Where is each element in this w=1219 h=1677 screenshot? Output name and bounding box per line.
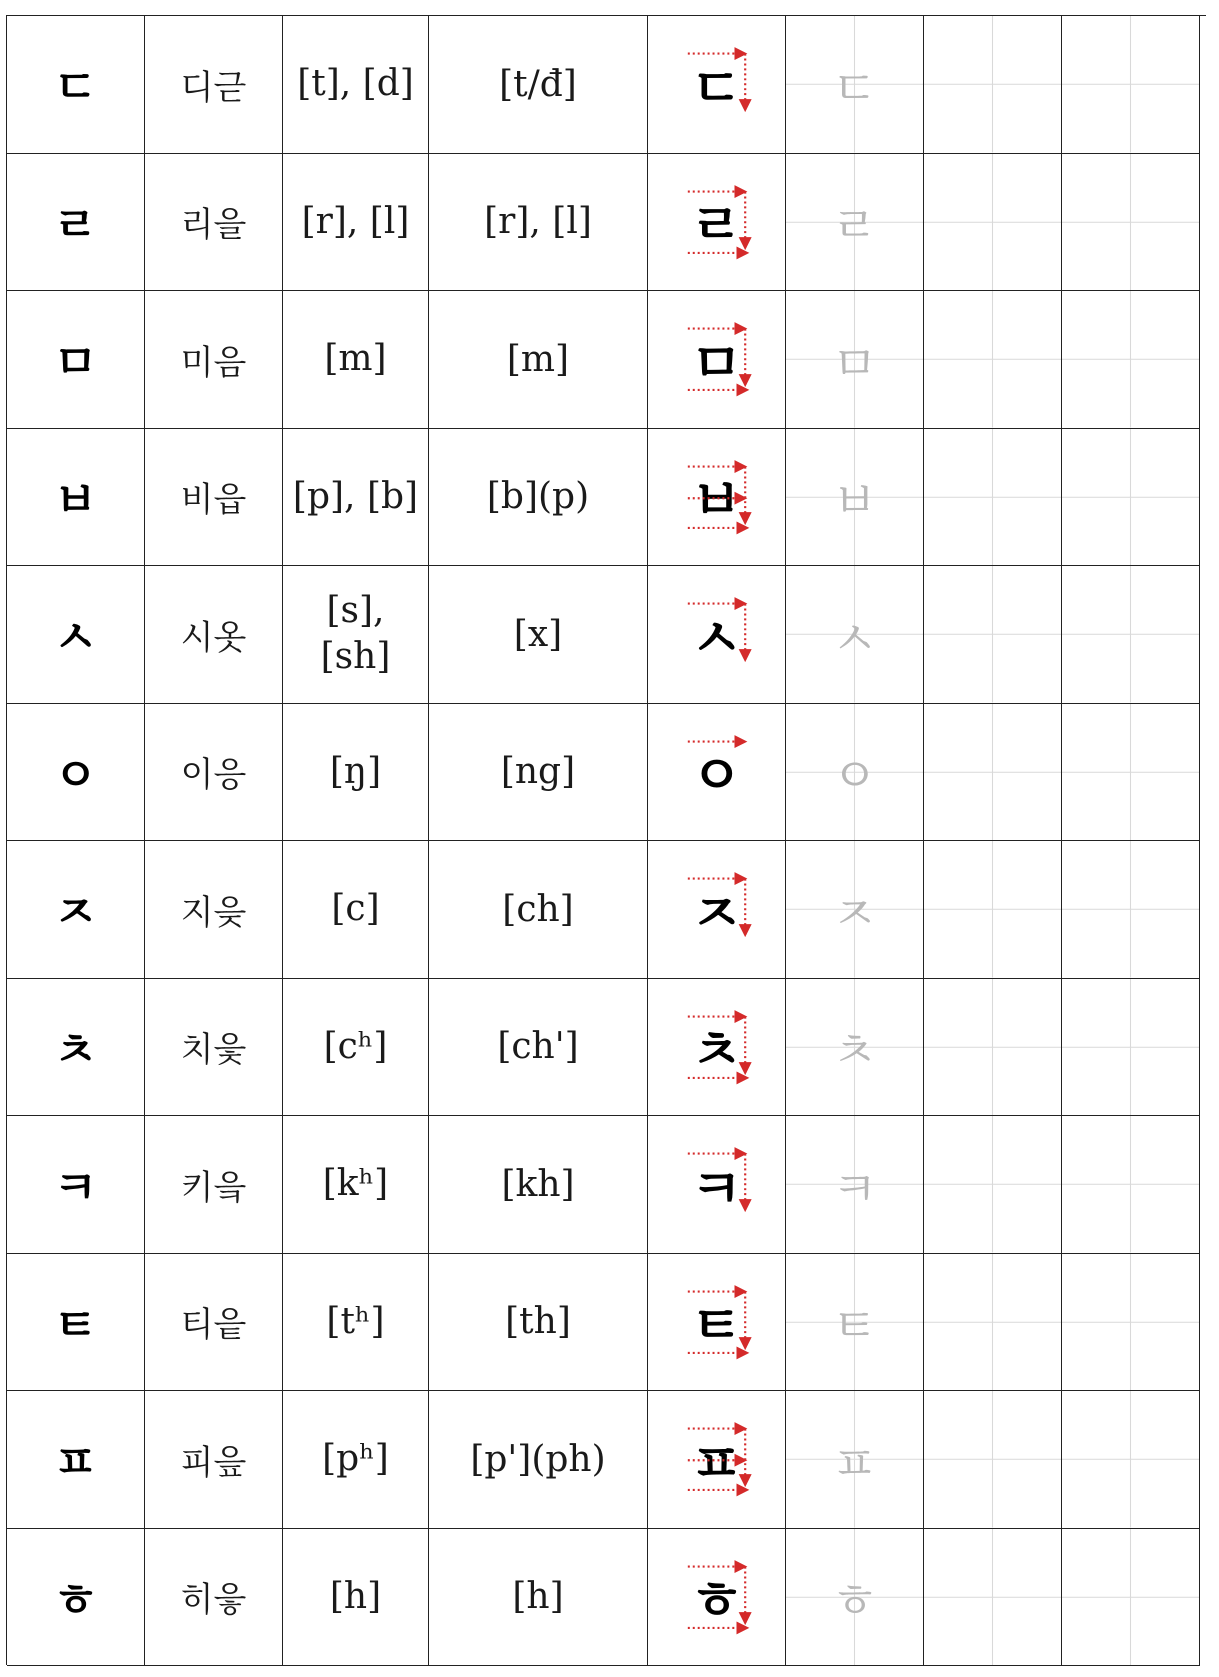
viet-cell	[429, 154, 648, 292]
jamo-letter: ㅁ	[53, 335, 98, 390]
jamo-cell	[7, 704, 145, 842]
practice-guide-lines	[924, 1391, 1061, 1528]
jamo-name-cell	[145, 979, 283, 1117]
practice-guide-lines	[1062, 1391, 1199, 1528]
jamo-name-cell	[145, 1391, 283, 1529]
ipa-value: [p], [b]	[292, 475, 419, 517]
ipa-cell	[283, 16, 429, 154]
practice-cell[interactable]	[924, 429, 1062, 567]
practice-guide-lines	[924, 154, 1061, 291]
jamo-cell	[7, 291, 145, 429]
stroke-order-glyph: ㅌ	[690, 1294, 743, 1358]
stroke-order-glyph: ㅍ	[690, 1431, 743, 1495]
viet-value: [h]	[512, 1576, 564, 1618]
practice-cell[interactable]	[1062, 1254, 1200, 1392]
viet-value: [p'](ph)	[470, 1438, 606, 1480]
practice-guide-lines	[924, 704, 1061, 841]
practice-guide-lines	[1062, 291, 1199, 428]
jamo-name: 리을	[180, 205, 247, 246]
practice-cell[interactable]	[924, 1391, 1062, 1529]
jamo-cell	[7, 16, 145, 154]
jamo-name-cell	[145, 1254, 283, 1392]
trace-cell[interactable]	[786, 841, 924, 979]
viet-cell	[429, 704, 648, 842]
jamo-letter: ㅅ	[53, 610, 98, 665]
jamo-name: 히읗	[180, 1580, 247, 1621]
jamo-name: 이응	[180, 755, 247, 796]
trace-glyph: ㅋ	[831, 1160, 878, 1217]
trace-glyph: ㅌ	[831, 1298, 878, 1355]
trace-cell[interactable]	[786, 979, 924, 1117]
trace-glyph: ㅇ	[831, 748, 878, 805]
jamo-name-cell	[145, 291, 283, 429]
viet-cell	[429, 1529, 648, 1667]
trace-glyph: ㅊ	[831, 1023, 878, 1080]
stroke-order-cell	[648, 979, 786, 1117]
stroke-order-glyph: ㄷ	[690, 56, 743, 120]
practice-cell[interactable]	[924, 16, 1062, 154]
ipa-cell	[283, 291, 429, 429]
practice-cell[interactable]	[1062, 704, 1200, 842]
ipa-cell	[283, 1254, 429, 1392]
jamo-letter: ㅋ	[53, 1160, 98, 1215]
viet-value: [x]	[513, 613, 563, 655]
practice-guide-lines	[1062, 841, 1199, 978]
practice-cell[interactable]	[924, 291, 1062, 429]
jamo-letter: ㅂ	[53, 472, 98, 527]
jamo-name-cell	[145, 566, 283, 704]
stroke-order-glyph: ㅅ	[690, 606, 743, 670]
jamo-cell	[7, 841, 145, 979]
stroke-order-glyph: ㅊ	[690, 1019, 743, 1083]
stroke-order-cell	[648, 1391, 786, 1529]
practice-cell[interactable]	[1062, 1116, 1200, 1254]
viet-cell	[429, 566, 648, 704]
practice-guide-lines	[1062, 566, 1199, 703]
ipa-value: [kʰ]	[322, 1163, 389, 1205]
ipa-cell	[283, 841, 429, 979]
practice-guide-lines	[1062, 1529, 1199, 1666]
practice-cell[interactable]	[1062, 16, 1200, 154]
practice-guide-lines	[924, 16, 1061, 153]
stroke-order-cell	[648, 566, 786, 704]
jamo-name: 지읒	[180, 892, 247, 933]
practice-guide-lines	[924, 1254, 1061, 1391]
jamo-name-cell	[145, 429, 283, 567]
trace-cell[interactable]	[786, 1254, 924, 1392]
jamo-cell	[7, 154, 145, 292]
stroke-order-glyph: ㅇ	[690, 744, 743, 808]
stroke-order-glyph: ㅋ	[690, 1156, 743, 1220]
viet-cell	[429, 979, 648, 1117]
viet-cell	[429, 1391, 648, 1529]
jamo-cell	[7, 1391, 145, 1529]
trace-cell[interactable]	[786, 154, 924, 292]
viet-cell	[429, 1116, 648, 1254]
practice-guide-lines	[924, 566, 1061, 703]
ipa-value: [h]	[329, 1575, 382, 1617]
viet-value: [ng]	[500, 751, 576, 793]
ipa-cell	[283, 1529, 429, 1667]
viet-cell	[429, 429, 648, 567]
stroke-order-glyph: ㅈ	[690, 881, 743, 945]
jamo-name-cell	[145, 1529, 283, 1667]
practice-cell[interactable]	[1062, 566, 1200, 704]
jamo-letter: ㅌ	[53, 1297, 98, 1352]
practice-cell[interactable]	[1062, 291, 1200, 429]
viet-cell	[429, 291, 648, 429]
ipa-value: [pʰ]	[322, 1438, 389, 1480]
practice-guide-lines	[924, 979, 1061, 1116]
jamo-name-cell	[145, 154, 283, 292]
viet-cell	[429, 841, 648, 979]
trace-cell[interactable]	[786, 291, 924, 429]
trace-glyph: ㅁ	[831, 335, 878, 392]
viet-value: [m]	[506, 338, 570, 380]
jamo-cell	[7, 1529, 145, 1667]
jamo-cell	[7, 566, 145, 704]
jamo-letter: ㅈ	[53, 885, 98, 940]
practice-cell[interactable]	[924, 1254, 1062, 1392]
ipa-value: [tʰ]	[326, 1300, 385, 1342]
trace-glyph: ㄹ	[831, 198, 878, 255]
trace-glyph: ㅅ	[831, 610, 878, 667]
jamo-name: 치읓	[180, 1030, 247, 1071]
stroke-order-glyph: ㄹ	[690, 194, 743, 258]
ipa-value: [s], [sh]	[320, 590, 391, 678]
ipa-value: [c]	[331, 888, 380, 930]
trace-cell[interactable]	[786, 704, 924, 842]
ipa-value: [m]	[324, 338, 387, 380]
jamo-letter: ㄷ	[53, 60, 98, 115]
trace-cell[interactable]	[786, 16, 924, 154]
jamo-name-cell	[145, 1116, 283, 1254]
practice-cell[interactable]	[924, 566, 1062, 704]
viet-value: [r], [l]	[484, 201, 592, 243]
ipa-value: [t], [d]	[297, 63, 414, 105]
jamo-cell	[7, 1254, 145, 1392]
jamo-letter: ㅍ	[53, 1435, 98, 1490]
stroke-order-cell	[648, 704, 786, 842]
practice-guide-lines	[924, 841, 1061, 978]
trace-glyph: ㅂ	[831, 473, 878, 530]
stroke-order-cell	[648, 1116, 786, 1254]
jamo-letter: ㄹ	[53, 197, 98, 252]
practice-cell[interactable]	[924, 1116, 1062, 1254]
jamo-cell	[7, 979, 145, 1117]
trace-glyph: ㅍ	[831, 1435, 878, 1492]
practice-guide-lines	[924, 291, 1061, 428]
practice-guide-lines	[1062, 979, 1199, 1116]
stroke-order-glyph: ㅂ	[690, 469, 743, 533]
practice-guide-lines	[1062, 704, 1199, 841]
jamo-cell	[7, 429, 145, 567]
ipa-cell	[283, 1116, 429, 1254]
trace-glyph: ㅈ	[831, 885, 878, 942]
ipa-cell	[283, 566, 429, 704]
practice-guide-lines	[1062, 429, 1199, 566]
stroke-order-cell	[648, 1254, 786, 1392]
practice-guide-lines	[1062, 154, 1199, 291]
jamo-letter: ㅇ	[53, 747, 98, 802]
jamo-name: 미음	[180, 342, 247, 383]
practice-cell[interactable]	[924, 1529, 1062, 1667]
jamo-name: 피읖	[180, 1442, 247, 1483]
jamo-name: 시옷	[180, 617, 247, 658]
ipa-cell	[283, 1391, 429, 1529]
stroke-order-glyph: ㅁ	[690, 331, 743, 395]
jamo-name: 키읔	[180, 1167, 247, 1208]
practice-cell[interactable]	[924, 154, 1062, 292]
ipa-cell	[283, 429, 429, 567]
practice-cell[interactable]	[924, 979, 1062, 1117]
viet-cell	[429, 1254, 648, 1392]
stroke-order-cell	[648, 154, 786, 292]
stroke-order-cell	[648, 841, 786, 979]
viet-value: [b](p)	[486, 476, 590, 518]
ipa-value: [ŋ]	[329, 750, 382, 792]
practice-guide-lines	[1062, 1254, 1199, 1391]
jamo-name-cell	[145, 16, 283, 154]
practice-cell[interactable]	[1062, 1391, 1200, 1529]
hangul-consonant-table	[6, 15, 1206, 1665]
trace-cell[interactable]	[786, 429, 924, 567]
viet-value: [kh]	[501, 1163, 575, 1205]
practice-cell[interactable]	[924, 704, 1062, 842]
practice-cell[interactable]	[1062, 429, 1200, 567]
trace-cell[interactable]	[786, 1116, 924, 1254]
practice-guide-lines	[924, 1116, 1061, 1253]
practice-guide-lines	[1062, 1116, 1199, 1253]
ipa-value: [r], [l]	[301, 200, 410, 242]
stroke-order-cell	[648, 1529, 786, 1667]
trace-cell[interactable]	[786, 566, 924, 704]
practice-cell[interactable]	[1062, 1529, 1200, 1667]
practice-cell[interactable]	[1062, 841, 1200, 979]
stroke-order-glyph: ㅎ	[690, 1569, 743, 1633]
jamo-name-cell	[145, 704, 283, 842]
practice-guide-lines	[924, 1529, 1061, 1666]
practice-cell[interactable]	[1062, 979, 1200, 1117]
trace-cell[interactable]	[786, 1529, 924, 1667]
ipa-cell	[283, 704, 429, 842]
jamo-name: 비읍	[180, 480, 247, 521]
jamo-name-cell	[145, 841, 283, 979]
stroke-order-cell	[648, 16, 786, 154]
stroke-order-cell	[648, 429, 786, 567]
practice-guide-lines	[924, 429, 1061, 566]
ipa-cell	[283, 979, 429, 1117]
trace-cell[interactable]	[786, 1391, 924, 1529]
viet-value: [t/đ]	[499, 63, 577, 105]
jamo-letter: ㅎ	[53, 1572, 98, 1627]
jamo-cell	[7, 1116, 145, 1254]
viet-value: [ch]	[502, 888, 574, 930]
practice-cell[interactable]	[924, 841, 1062, 979]
ipa-value: [cʰ]	[323, 1025, 388, 1067]
stroke-order-cell	[648, 291, 786, 429]
viet-value: [th]	[505, 1301, 571, 1343]
ipa-cell	[283, 154, 429, 292]
practice-guide-lines	[1062, 16, 1199, 153]
practice-cell[interactable]	[1062, 154, 1200, 292]
viet-value: [ch']	[497, 1026, 579, 1068]
trace-glyph: ㅎ	[831, 1573, 878, 1630]
jamo-name: 디귿	[180, 67, 247, 108]
viet-cell	[429, 16, 648, 154]
jamo-letter: ㅊ	[53, 1022, 98, 1077]
trace-glyph: ㄷ	[831, 60, 878, 117]
jamo-name: 티읕	[180, 1305, 247, 1346]
